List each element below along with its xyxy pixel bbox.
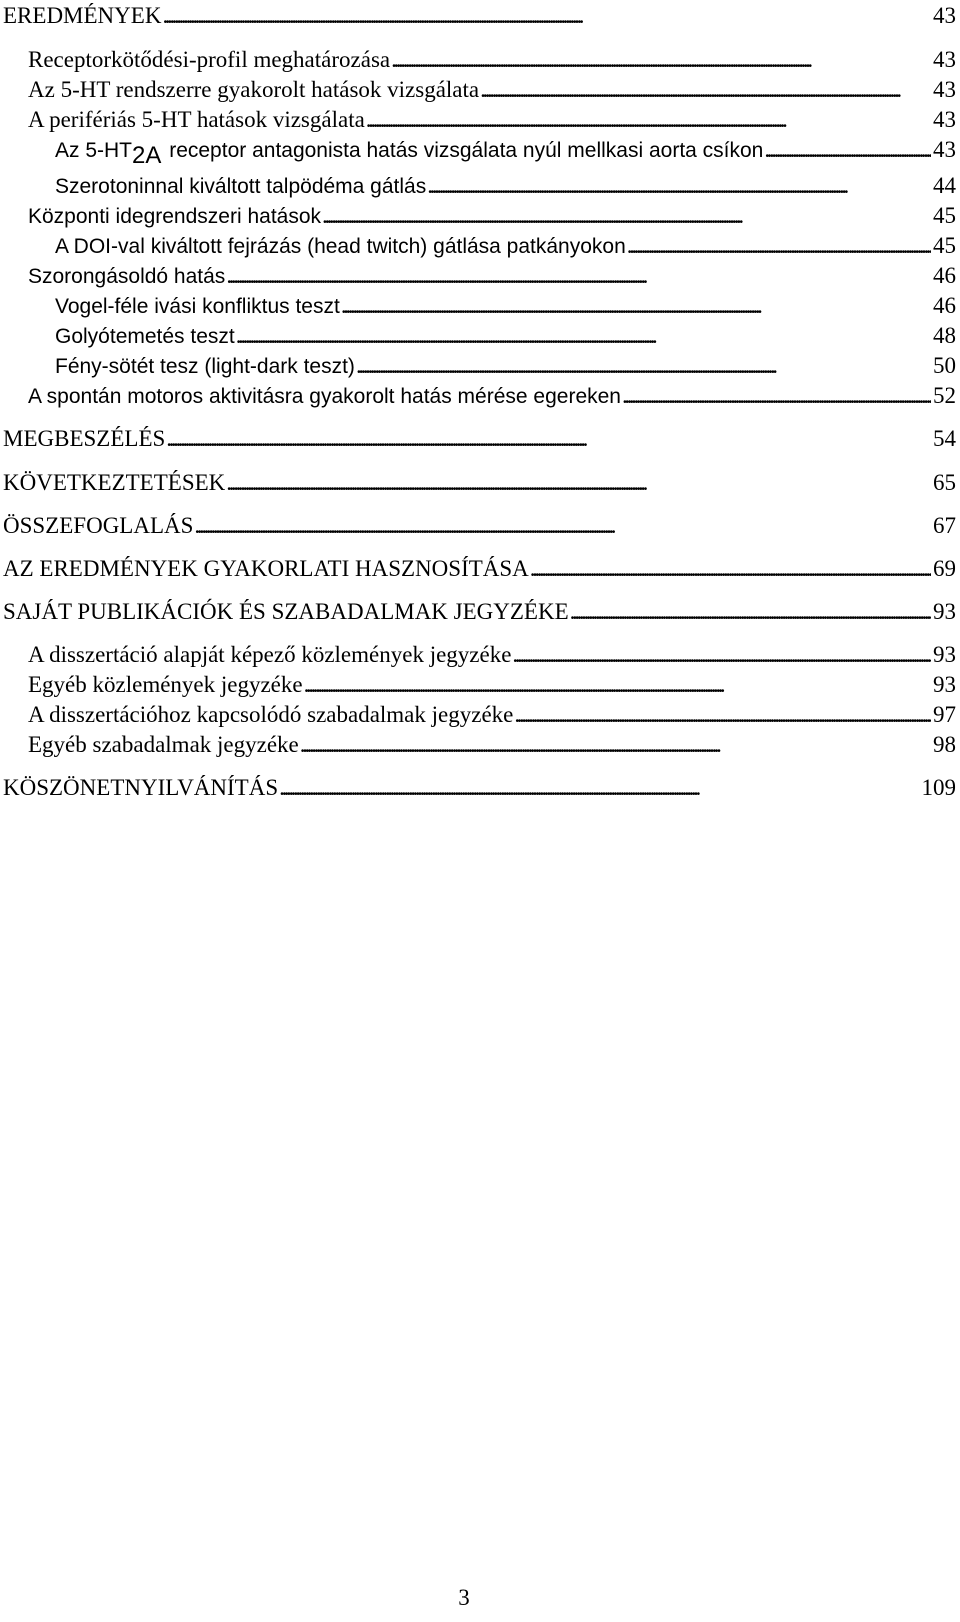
toc-entry-disszertacio-szabadalmak[interactable] xyxy=(28,701,956,729)
toc-entry-page: 93 xyxy=(933,672,956,697)
toc-entry-page: 46 xyxy=(933,263,956,288)
toc-entry-title: Az 5-HT rendszerre gyakorolt hatások vizsgálata xyxy=(28,77,480,102)
dot-leader xyxy=(622,382,931,410)
toc-entry-title: MEGBESZÉLÉS xyxy=(3,426,166,451)
dot-leader xyxy=(166,425,931,453)
dot-leader xyxy=(530,555,931,583)
toc-entry-page: 48 xyxy=(933,323,956,348)
toc-entry-page: 93 xyxy=(933,599,956,624)
toc-entry-page: 44 xyxy=(933,173,956,198)
dot-leader xyxy=(322,202,931,230)
toc-entry-title: A perifériás 5-HT hatások vizsgálata xyxy=(28,107,365,132)
dot-leader xyxy=(162,2,931,30)
toc-entry-doi-fejrazas[interactable] xyxy=(55,232,956,261)
toc-entry-disszertacio-kozlemenyek[interactable] xyxy=(28,641,956,669)
toc-entry-eredmenyek[interactable] xyxy=(3,2,956,30)
dot-leader xyxy=(480,76,931,104)
toc-entry-page: 43 xyxy=(933,77,956,102)
toc-entry-page: 50 xyxy=(933,353,956,378)
toc-entry-page: 43 xyxy=(933,47,956,72)
dot-leader xyxy=(300,731,931,759)
dot-leader xyxy=(194,512,931,540)
toc-entry-title: KÖSZÖNETNYILVÁNÍTÁS xyxy=(3,775,279,800)
toc-entry-title: Egyéb közlemények jegyzéke xyxy=(28,672,303,697)
toc-entry-gyakorlati-hasznositas[interactable] xyxy=(3,555,956,583)
toc-entry-title: SAJÁT PUBLIKÁCIÓK ÉS SZABADALMAK JEGYZÉKE xyxy=(3,599,569,624)
page-number: 3 xyxy=(458,1585,470,1610)
toc-entry-title: Receptorkötődési-profil meghatározása xyxy=(28,47,391,72)
toc-entry-egyeb-szabadalmak[interactable] xyxy=(28,731,956,759)
toc-entry-page: 43 xyxy=(933,107,956,132)
toc-entry-kozponti[interactable] xyxy=(28,202,956,231)
toc-entry-5ht-rendszer[interactable] xyxy=(28,76,956,104)
toc-entry-egyeb-kozlemenyek[interactable] xyxy=(28,671,956,699)
dot-leader xyxy=(356,352,931,380)
dot-leader xyxy=(764,136,931,164)
toc-entry-title: ÖSSZEFOGLALÁS xyxy=(3,513,194,538)
toc-entry-title xyxy=(55,137,764,169)
dot-leader xyxy=(427,172,931,200)
toc-entry-title: A DOI-val kiváltott fejrázás (head twitch) gátlása patkányokon xyxy=(55,235,626,258)
toc-entry-title: Szorongásoldó hatás xyxy=(28,265,226,288)
toc-entry-szorongasoldo[interactable] xyxy=(28,262,956,291)
toc-entry-page: 45 xyxy=(933,203,956,228)
toc-entry-page: 52 xyxy=(933,383,956,408)
toc-entry-title-rest: receptor antagonista hatás vizsgálata nyúl mellkasi aorta csíkon xyxy=(163,139,764,162)
toc-entry-osszefoglalas[interactable] xyxy=(3,512,956,540)
toc-entry-sajat-publikaciok[interactable] xyxy=(3,598,956,626)
toc-entry-page: 54 xyxy=(933,426,956,451)
toc-entry-megbeszeles[interactable] xyxy=(3,425,956,453)
dot-leader xyxy=(366,106,931,134)
toc-entry-title: Golyótemetés teszt xyxy=(55,325,235,348)
dot-leader xyxy=(226,469,931,497)
dot-leader xyxy=(512,641,931,669)
toc-entry-title: Vogel-féle ivási konfliktus teszt xyxy=(55,295,340,318)
toc-entry-5ht2a-antagonista[interactable] xyxy=(55,136,956,169)
toc-entry-page: 98 xyxy=(933,732,956,757)
dot-leader xyxy=(341,292,931,320)
toc-entry-title-subscript: 2A xyxy=(132,142,162,169)
toc-entry-koszonetnyilvanitas[interactable] xyxy=(3,774,956,802)
toc-entry-title: KÖVETKEZTETÉSEK xyxy=(3,470,226,495)
toc-entry-page: 65 xyxy=(933,470,956,495)
toc-entry-title: Szerotoninnal kiváltott talpödéma gátlás xyxy=(55,175,427,198)
toc-entry-page: 109 xyxy=(921,775,956,800)
toc-entry-page: 46 xyxy=(933,293,956,318)
toc-entry-feny-sotet[interactable] xyxy=(55,352,956,381)
toc-entry-vogel[interactable] xyxy=(55,292,956,321)
toc-entry-page: 93 xyxy=(933,642,956,667)
dot-leader xyxy=(226,262,931,290)
toc-entry-motoros-aktivitas[interactable] xyxy=(28,382,956,411)
toc-entry-title: A disszertáció alapját képező közlemények jegyzéke xyxy=(28,642,512,667)
toc-entry-page: 43 xyxy=(933,3,956,28)
dot-leader xyxy=(570,598,931,626)
dot-leader xyxy=(236,322,931,350)
toc-entry-page: 69 xyxy=(933,556,956,581)
toc-entry-title-prefix: Az 5-HT xyxy=(55,139,133,162)
toc-entry-title: Egyéb szabadalmak jegyzéke xyxy=(28,732,299,757)
toc-entry-title: Fény-sötét tesz (light-dark teszt) xyxy=(55,355,355,378)
toc-entry-title: A disszertációhoz kapcsolódó szabadalmak jegyzéke xyxy=(28,702,514,727)
toc-entry-page: 43 xyxy=(933,137,956,162)
toc-entry-title: EREDMÉNYEK xyxy=(3,3,162,28)
dot-leader xyxy=(627,232,931,260)
dot-leader xyxy=(391,46,931,74)
dot-leader xyxy=(279,774,919,802)
toc-entry-talpodema[interactable] xyxy=(55,172,956,201)
toc-entry-periferias[interactable] xyxy=(28,106,956,134)
toc-entry-receptorkotodesi[interactable] xyxy=(28,46,956,74)
toc-entry-title: Központi idegrendszeri hatások xyxy=(28,205,322,228)
toc-entry-golyotemetes[interactable] xyxy=(55,322,956,351)
dot-leader xyxy=(514,701,931,729)
toc-entry-page: 45 xyxy=(933,233,956,258)
toc-entry-page: 97 xyxy=(933,702,956,727)
toc-entry-title: AZ EREDMÉNYEK GYAKORLATI HASZNOSÍTÁSA xyxy=(3,556,529,581)
toc-entry-page: 67 xyxy=(933,513,956,538)
dot-leader xyxy=(304,671,931,699)
toc-entry-kovetkeztetesek[interactable] xyxy=(3,469,956,497)
toc-entry-title: A spontán motoros aktivitásra gyakorolt hatás mérése egereken xyxy=(28,385,621,408)
